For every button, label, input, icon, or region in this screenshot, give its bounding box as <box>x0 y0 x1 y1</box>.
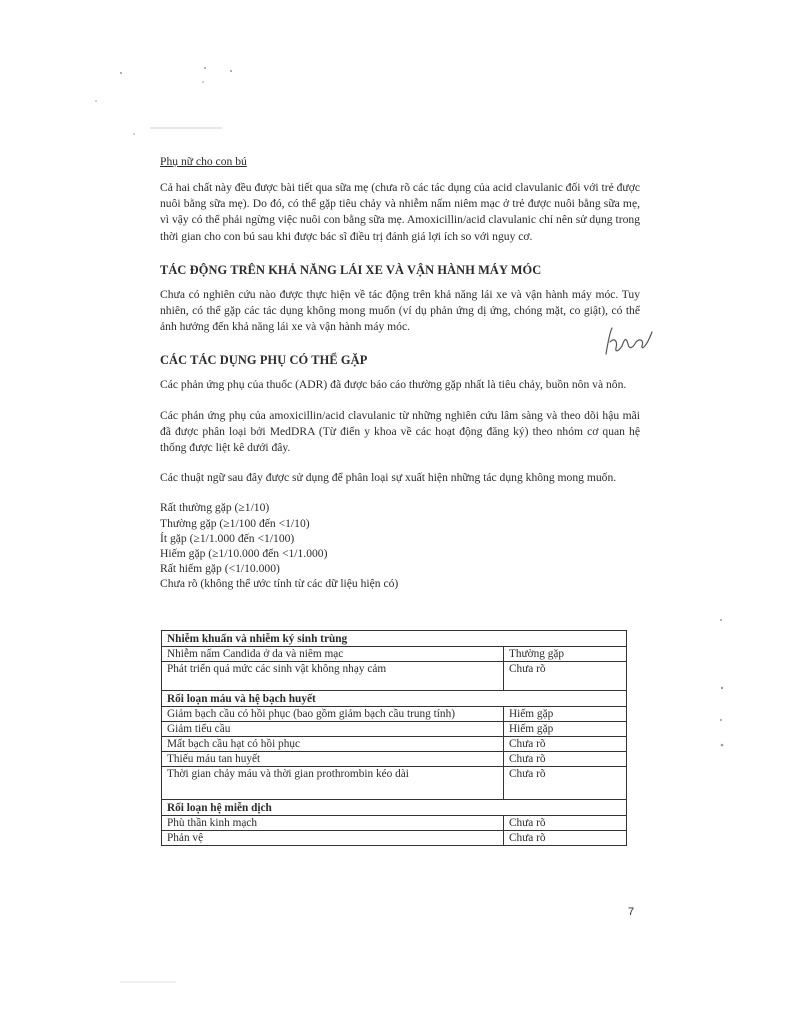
category-label: Rối loạn hệ miễn dịch <box>162 800 627 816</box>
frequency-cell: Thường gặp <box>504 647 627 662</box>
category-label: Rối loạn máu và hệ bạch huyết <box>162 691 627 707</box>
effect-cell: Phát triển quá mức các sinh vật không nhạy cảm <box>162 662 504 691</box>
side-effects-heading: CÁC TÁC DỤNG PHỤ CÓ THỂ GẶP <box>160 353 368 368</box>
frequency-item: Ít gặp (≥1/1.000 đến <1/100) <box>160 531 295 545</box>
effect-cell: Giảm tiểu cầu <box>162 722 504 737</box>
frequency-item: Thường gặp (≥1/100 đến <1/10) <box>160 516 310 530</box>
table-row <box>162 752 627 767</box>
table-row <box>162 816 627 831</box>
frequency-cell: Hiếm gặp <box>504 722 627 737</box>
table-row <box>162 707 627 722</box>
frequency-cell: Chưa rõ <box>504 662 627 691</box>
table-row <box>162 722 627 737</box>
effect-cell: Phản vệ <box>162 831 504 846</box>
effect-cell: Nhiễm nấm Candida ở da và niêm mạc <box>162 647 504 662</box>
table-row <box>162 737 627 752</box>
frequency-list <box>160 500 640 591</box>
breastfeeding-title: Phụ nữ cho con bú <box>160 155 247 168</box>
table-row <box>162 662 627 691</box>
frequency-cell: Chưa rõ <box>504 737 627 752</box>
effect-cell: Mất bạch cầu hạt có hồi phục <box>162 737 504 752</box>
page-number: 7 <box>628 906 635 918</box>
driving-body: Chưa có nghiên cứu nào được thực hiện về tác động trên khả năng lái xe và vận hành máy móc. Tuy nhiên, có thể gặp các tác dụng không mong muốn (ví dụ phản ứng dị ứng, chóng mặt, co giật), có thể ảnh hưởng đến khả năng lái xe và vận hành máy móc. <box>160 287 640 334</box>
effect-cell: Thời gian chảy máu và thời gian prothrombin kéo dài <box>162 767 504 800</box>
adverse-effects-table <box>161 630 627 846</box>
effect-cell: Phù thần kinh mạch <box>162 816 504 831</box>
frequency-cell: Chưa rõ <box>504 752 627 767</box>
breastfeeding-body: Cả hai chất này đều được bài tiết qua sữa mẹ (chưa rõ các tác dụng của acid clavulanic đối với trẻ được nuôi bằng sữa mẹ). Do đó, có thể gặp tiêu chảy và nhiễm nấm niêm mạc ở trẻ được nuôi bằng sữa mẹ, vì vậy có thể phải ngừng việc nuôi con bằng sữa mẹ. Amoxicillin/acid clavulanic chỉ nên sử dụng trong thời gian cho con bú sau khi được bác sĩ điều trị đánh giá lợi ích so với nguy cơ. <box>160 181 640 243</box>
side-effects-para-2: Các phản ứng phụ của amoxicillin/acid clavulanic từ những nghiên cứu lâm sàng và theo dõi hậu mãi đã được phân loại bởi MedDRA (Từ điển y khoa về các hoạt động đăng ký) theo nhóm cơ quan hệ thống được liệt kê dưới đây. <box>160 408 640 455</box>
frequency-item: Hiếm gặp (≥1/10.000 đến <1/1.000) <box>160 547 328 561</box>
handwritten-signature <box>600 318 660 368</box>
side-effects-para-1: Các phản ứng phụ của thuốc (ADR) đã được báo cáo thường gặp nhất là tiêu chảy, buồn nôn và nôn. <box>160 378 627 392</box>
table-category-row <box>162 631 627 647</box>
table-row <box>162 831 627 846</box>
frequency-item: Rất hiếm gặp (<1/10.000) <box>160 562 280 576</box>
frequency-cell: Hiếm gặp <box>504 707 627 722</box>
frequency-item: Chưa rõ (không thể ước tính từ các dữ liệu hiện có) <box>160 577 399 591</box>
effect-cell: Giảm bạch cầu có hồi phục (bao gồm giảm bạch cầu trung tính) <box>162 707 504 722</box>
effect-cell: Thiếu máu tan huyết <box>162 752 504 767</box>
frequency-item: Rất thường gặp (≥1/10) <box>160 501 270 515</box>
side-effects-para-3: Các thuật ngữ sau đây được sử dụng để phân loại sự xuất hiện những tác dụng không mong muốn. <box>160 471 617 485</box>
driving-heading: TÁC ĐỘNG TRÊN KHẢ NĂNG LÁI XE VÀ VẬN HÀNH MÁY MÓC <box>160 262 542 277</box>
frequency-cell: Chưa rõ <box>504 816 627 831</box>
table-category-row <box>162 800 627 816</box>
main-content <box>160 155 640 592</box>
table-category-row <box>162 691 627 707</box>
table-row <box>162 767 627 800</box>
frequency-cell: Chưa rõ <box>504 767 627 800</box>
table-row <box>162 647 627 662</box>
frequency-cell: Chưa rõ <box>504 831 627 846</box>
category-label: Nhiễm khuẩn và nhiễm ký sinh trùng <box>162 631 627 647</box>
